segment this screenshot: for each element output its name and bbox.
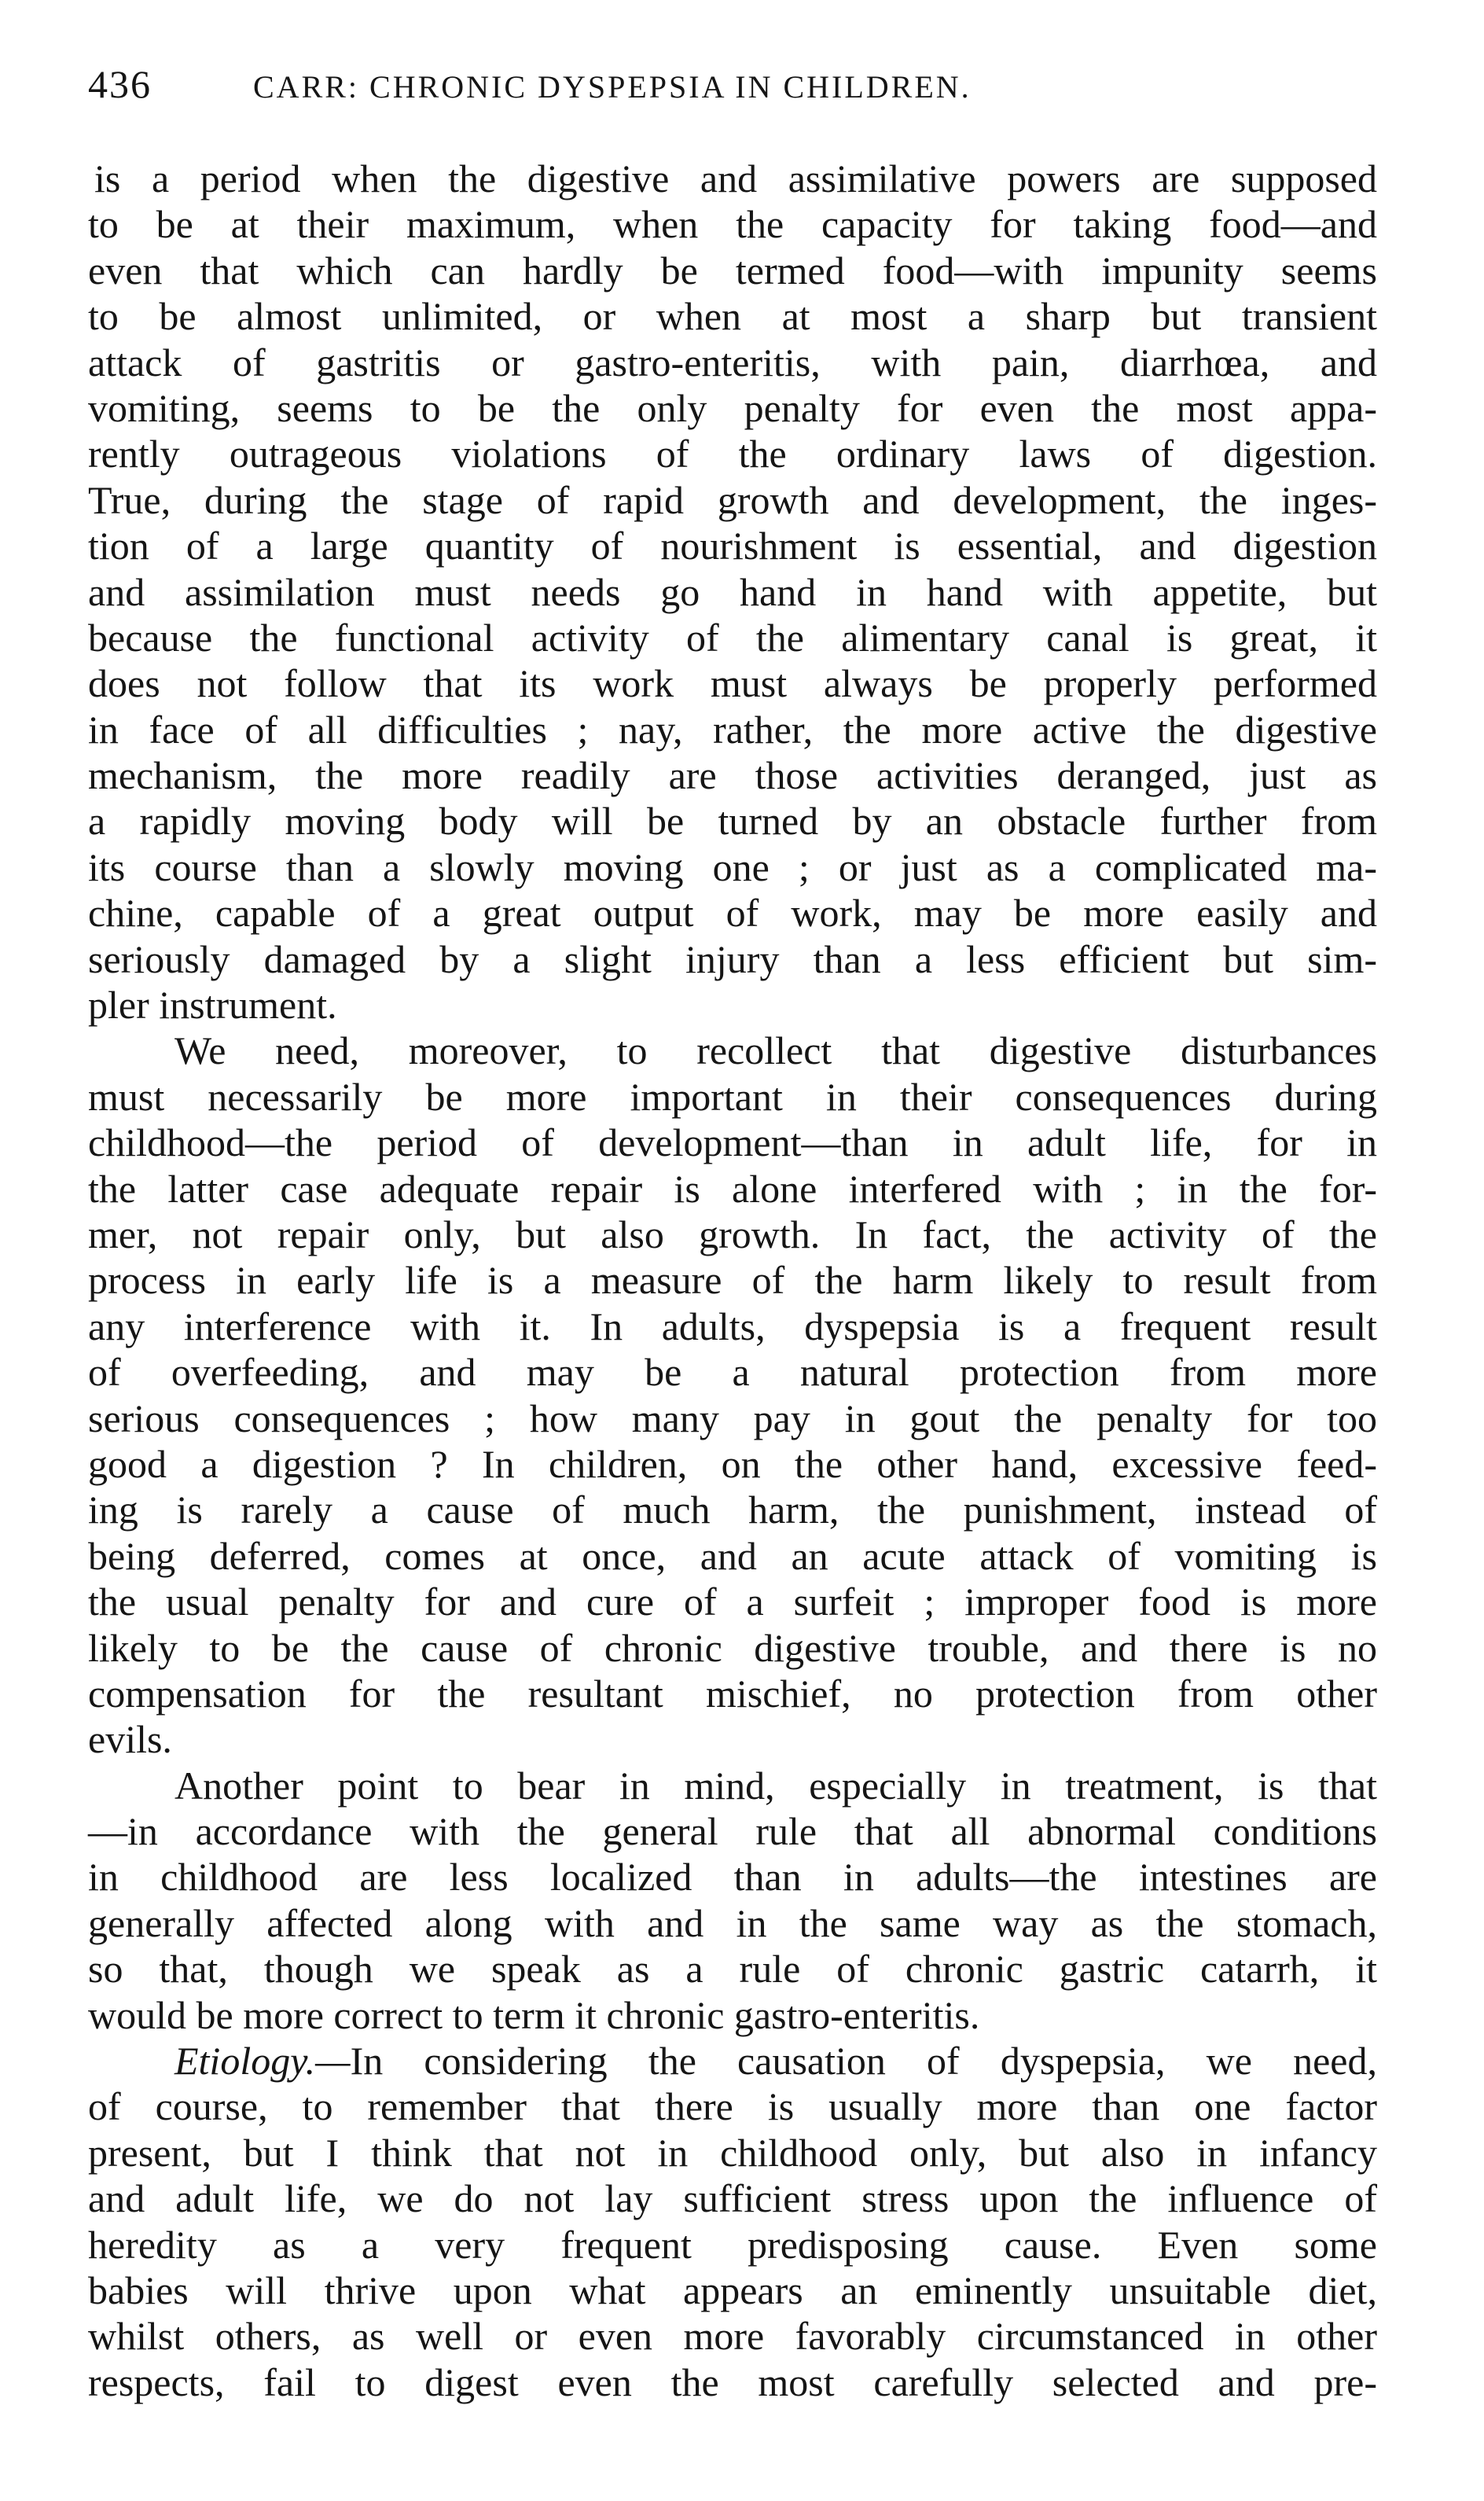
text-line: to be almost unlimited, or when at most a sharp but transient: [88, 294, 1377, 339]
text-line: whilst others, as well or even more favorably circumstanced in other: [88, 2314, 1377, 2359]
text-line: and adult life, we do not lay sufficient stress upon the influence of: [88, 2176, 1377, 2221]
text-line: to be at their maximum, when the capacity for taking food—and: [88, 202, 1377, 247]
text-line: seriously damaged by a slight injury than a less efficient but sim-: [88, 936, 1377, 981]
text-line: in childhood are less localized than in adults—the intestines are: [88, 1855, 1377, 1900]
text-line: likely to be the cause of chronic digestive trouble, and there is no: [88, 1625, 1377, 1670]
text-line: of course, to remember that there is usually more than one factor: [88, 2084, 1377, 2129]
text-line: of overfeeding, and may be a natural protection from more: [88, 1350, 1377, 1395]
text-line: any interference with it. In adults, dyspepsia is a frequent result: [88, 1304, 1377, 1348]
text-line: babies will thrive upon what appears an eminently unsuitable diet,: [88, 2267, 1377, 2312]
text-line: rently outrageous violations of the ordinary laws of digestion.: [88, 432, 1377, 476]
text-line: We need, moreover, to recollect that digestive disturbances: [174, 1028, 1377, 1073]
text-line: Another point to bear in mind, especially in treatment, is that: [174, 1763, 1377, 1808]
text-line: respects, fail to digest even the most carefully selected and pre-: [88, 2359, 1377, 2404]
text-line: a rapidly moving body will be turned by an obstacle further from: [88, 799, 1377, 844]
body-text: [88, 156, 1377, 2405]
text-line: present, but I think that not in childhood only, but also in infancy: [88, 2130, 1377, 2175]
text-line: would be more correct to term it chronic gastro-enteritis.: [88, 1992, 980, 2037]
text-line: is a period when the digestive and assimilative powers are supposed: [94, 156, 1377, 200]
text-line: in face of all difficulties ; nay, rather, the more active the digestive: [88, 707, 1377, 752]
text-line: and assimilation must needs go hand in hand with appetite, but: [88, 569, 1377, 614]
text-line: —in accordance with the general rule that all abnormal conditions: [88, 1809, 1377, 1854]
text-line: must necessarily be more important in their consequences during: [88, 1074, 1377, 1119]
etiology-heading: Etiology.—: [174, 2039, 351, 2084]
text-line: because the functional activity of the alimentary canal is great, it: [88, 615, 1377, 660]
text-line: good a digestion ? In children, on the other hand, excessive feed-: [88, 1441, 1377, 1486]
text-line: evils.: [88, 1717, 172, 1762]
text-line: mer, not repair only, but also growth. In fact, the activity of the: [88, 1212, 1377, 1256]
running-head: [88, 61, 1377, 116]
text-line: the usual penalty for and cure of a surfeit ; improper food is more: [88, 1580, 1377, 1624]
text-line: ing is rarely a cause of much harm, the punishment, instead of: [88, 1488, 1377, 1532]
text-line: [88, 2038, 1377, 2084]
text-line: does not follow that its work must always be properly performed: [88, 661, 1377, 706]
text-line: tion of a large quantity of nourishment is essential, and digestion: [88, 524, 1377, 568]
text-line: serious consequences ; how many pay in gout the penalty for too: [88, 1396, 1377, 1440]
page-number: 436: [88, 62, 152, 106]
etiology-line-text: In considering the causation of dyspepsia, we need,: [350, 2039, 1377, 2084]
text-line: pler instrument.: [88, 983, 337, 1028]
text-line: mechanism, the more readily are those activities deranged, just as: [88, 753, 1377, 798]
text-line: compensation for the resultant mischief, no protection from other: [88, 1671, 1377, 1716]
text-line: being deferred, comes at once, and an acute attack of vomiting is: [88, 1533, 1377, 1578]
text-line: so that, though we speak as a rule of chronic gastric catarrh, it: [88, 1947, 1377, 1992]
text-line: the latter case adequate repair is alone interfered with ; in the for-: [88, 1166, 1377, 1211]
text-line: heredity as a very frequent predisposing cause. Even some: [88, 2222, 1377, 2267]
text-line: even that which can hardly be termed food—with impunity seems: [88, 248, 1377, 292]
text-line: generally affected along with and in the same way as the stomach,: [88, 1900, 1377, 1945]
text-line: its course than a slowly moving one ; or just as a complicated ma-: [88, 844, 1377, 889]
text-line: process in early life is a measure of the harm likely to result from: [88, 1258, 1377, 1303]
text-line: chine, capable of a great output of work, may be more easily and: [88, 891, 1377, 936]
document-page: [88, 61, 1377, 2405]
text-line: vomiting, seems to be the only penalty for even the most appa-: [88, 385, 1377, 430]
text-line: True, during the stage of rapid growth and development, the inges-: [88, 477, 1377, 522]
running-title: CARR: CHRONIC DYSPEPSIA IN CHILDREN.: [253, 69, 972, 105]
text-line: childhood—the period of development—than in adult life, for in: [88, 1120, 1377, 1165]
text-line: attack of gastritis or gastro-enteritis, with pain, diarrhœa, and: [88, 340, 1377, 384]
